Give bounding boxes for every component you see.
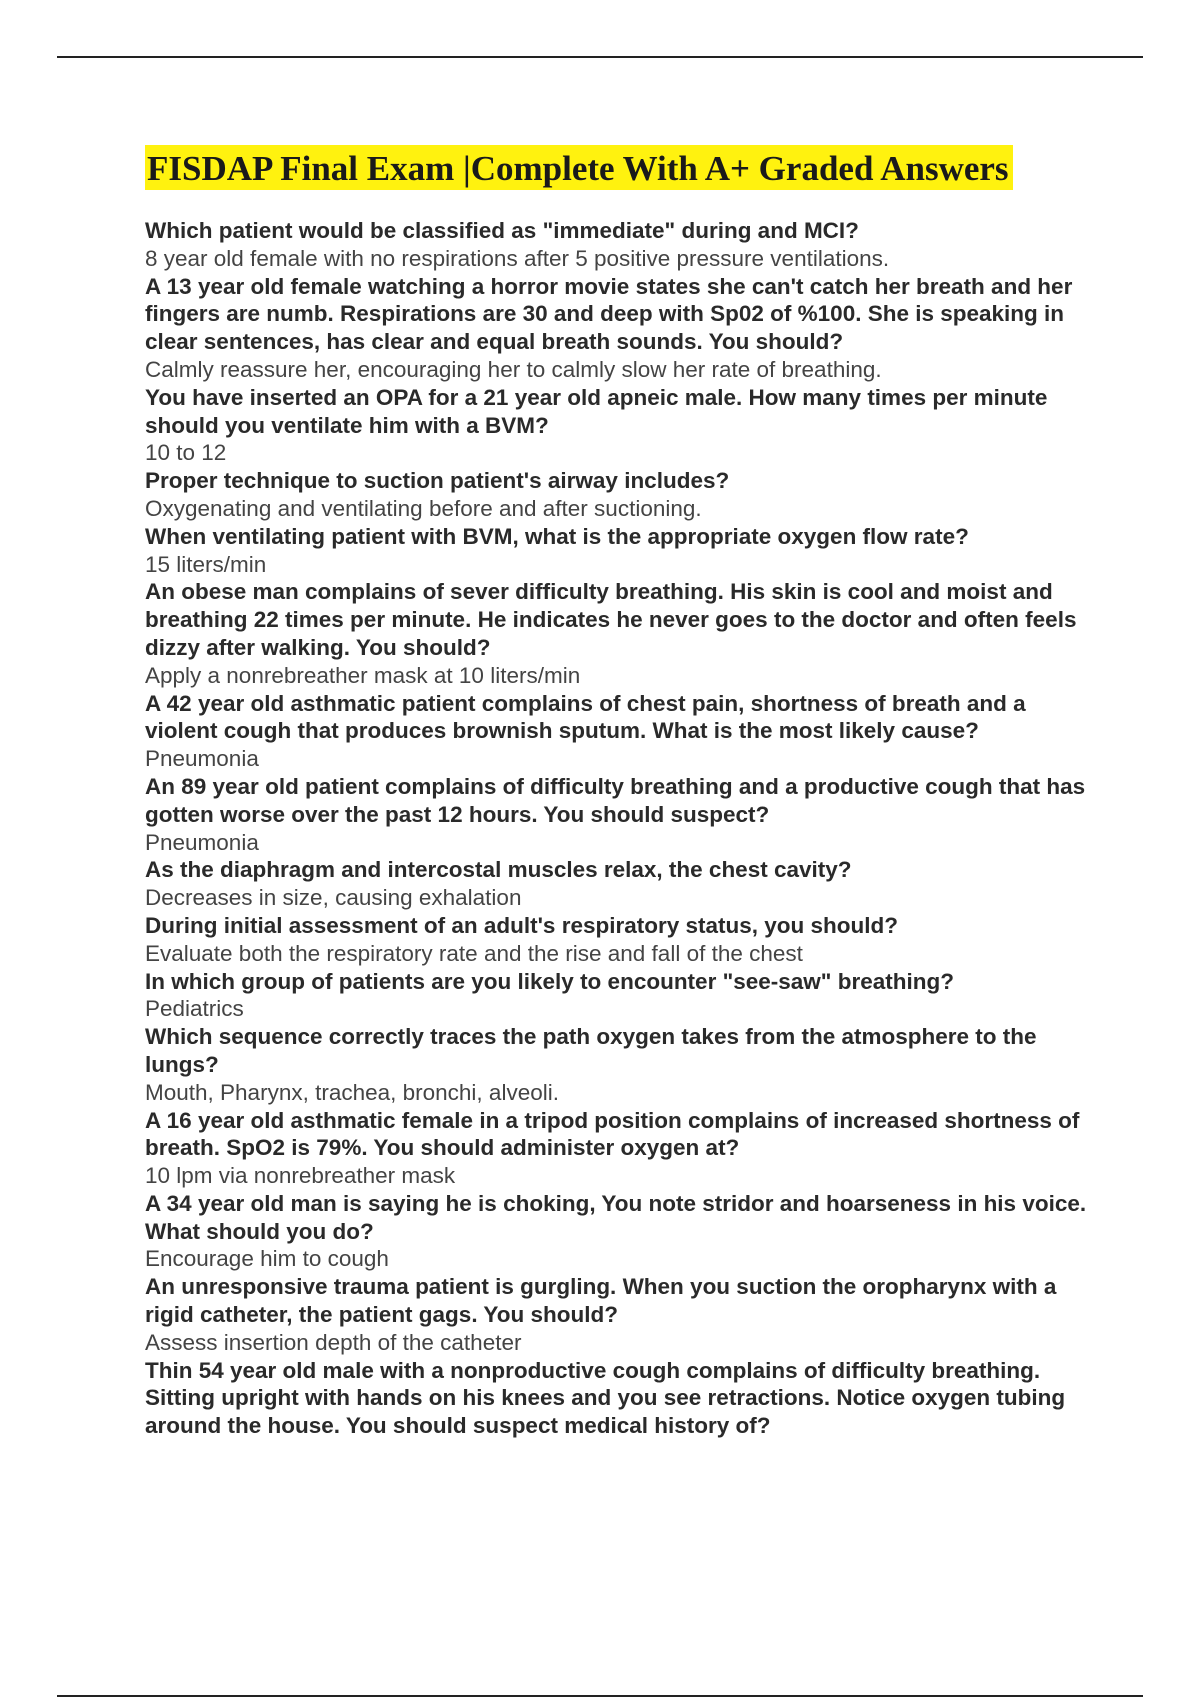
qa-item	[145, 1023, 1095, 1106]
qa-item	[145, 217, 1095, 273]
question-text: A 42 year old asthmatic patient complains of chest pain, shortness of breath and a violent cough that produces brownish sputum. What is the most likely cause?	[145, 690, 1026, 744]
qa-list	[145, 217, 1095, 1440]
question-text: Which sequence correctly traces the path oxygen takes from the atmosphere to the lungs?	[145, 1024, 1037, 1077]
answer-text: 8 year old female with no respirations after 5 positive pressure ventilations.	[145, 245, 890, 271]
answer-text: 10 lpm via nonrebreather mask	[145, 1163, 456, 1189]
answer-text: Calmly reassure her, encouraging her to calmly slow her rate of breathing.	[145, 356, 882, 382]
question-text: In which group of patients are you likely to encounter "see-saw" breathing?	[145, 968, 954, 994]
answer-text: Decreases in size, causing exhalation	[145, 885, 522, 911]
answer-text: Apply a nonrebreather mask at 10 liters/min	[145, 662, 581, 688]
question-text: Proper technique to suction patient's airway includes?	[145, 468, 730, 494]
answer-text: Assess insertion depth of the catheter	[145, 1329, 522, 1355]
qa-item	[145, 1273, 1095, 1356]
qa-item	[145, 1190, 1095, 1273]
page-title: FISDAP Final Exam |Complete With A+ Graded Answers	[145, 145, 1013, 190]
header-rule	[57, 56, 1143, 58]
title-block	[145, 145, 1013, 190]
question-text: During initial assessment of an adult's respiratory status, you should?	[145, 912, 899, 938]
question-text: A 34 year old man is saying he is choking, You note stridor and hoarseness in his voice. What should you do?	[145, 1190, 1087, 1244]
question-text: Which patient would be classified as "immediate" during and MCI?	[145, 218, 859, 243]
qa-item	[145, 968, 1095, 1024]
question-text: You have inserted an OPA for a 21 year old apneic male. How many times per minute should you ventilate him with a BVM?	[145, 384, 1048, 438]
question-text: An unresponsive trauma patient is gurgling. When you suction the oropharynx with a rigid catheter, the patient gags. You should?	[145, 1274, 1057, 1328]
qa-item	[145, 1357, 1095, 1440]
answer-text: 15 liters/min	[145, 551, 267, 577]
qa-item	[145, 1107, 1095, 1190]
question-text: A 16 year old asthmatic female in a tripod position complains of increased shortness of breath. SpO2 is 79%. You should administer oxygen at?	[145, 1107, 1080, 1161]
answer-text: Evaluate both the respiratory rate and the rise and fall of the chest	[145, 940, 803, 966]
question-text: A 13 year old female watching a horror movie states she can't catch her breath and her fingers are numb. Respirations are 30 and deep with Sp02 of %100. She is speaking in clear sentences, has clear and equal breath sounds. You should?	[145, 273, 1073, 355]
qa-item	[145, 856, 1095, 912]
question-text: As the diaphragm and intercostal muscles relax, the chest cavity?	[145, 857, 852, 883]
footer-rule	[57, 1695, 1143, 1697]
qa-item	[145, 384, 1095, 467]
question-text: Thin 54 year old male with a nonproductive cough complains of difficulty breathing. Sitting upright with hands on his knees and you see retractions. Notice oxygen tubing around the house. You should suspect medical history of?	[145, 1357, 1066, 1439]
question-text: An obese man complains of sever difficulty breathing. His skin is cool and moist and breathing 22 times per minute. He indicates he never goes to the doctor and often feels dizzy after walking. You should?	[145, 579, 1077, 660]
qa-item	[145, 773, 1095, 856]
answer-text: Pneumonia	[145, 829, 259, 855]
qa-item	[145, 523, 1095, 579]
qa-item	[145, 467, 1095, 523]
question-text: When ventilating patient with BVM, what is the appropriate oxygen flow rate?	[145, 523, 969, 549]
qa-item	[145, 273, 1095, 384]
answer-text: Mouth, Pharynx, trachea, bronchi, alveoli.	[145, 1079, 559, 1105]
answer-text: 10 to 12	[145, 440, 227, 466]
answer-text: Pediatrics	[145, 996, 244, 1022]
qa-item	[145, 912, 1095, 968]
qa-item	[145, 690, 1095, 773]
answer-text: Oxygenating and ventilating before and after suctioning.	[145, 495, 702, 521]
qa-item	[145, 578, 1095, 689]
answer-text: Pneumonia	[145, 746, 259, 772]
answer-text: Encourage him to cough	[145, 1246, 389, 1272]
question-text: An 89 year old patient complains of difficulty breathing and a productive cough that has gotten worse over the past 12 hours. You should suspect?	[145, 773, 1086, 827]
